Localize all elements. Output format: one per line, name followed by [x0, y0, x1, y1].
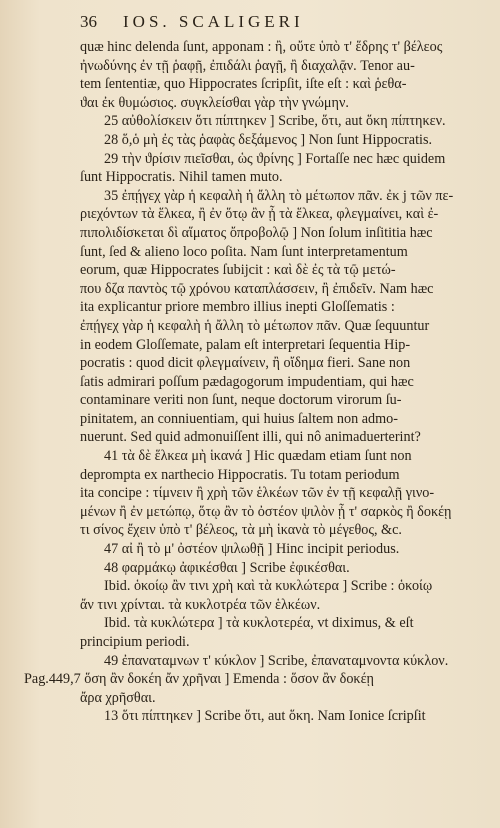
text-line: ἐπῄγεχ γὰρ ἡ κεφαλὴ ἡ ἄλλη τὸ μέτωπον πᾶν. Quæ ſequuntur [80, 317, 430, 334]
text-line: ita concipe : τίμνειν ἢ χρὴ τῶν ἑλκέων τῶν ἐν τῇ κεφαλῇ γινο- [80, 485, 435, 502]
text-line: ϑαι ἐκ θυμώσιος. συγκλείσθαι γὰρ τὴν γνώμην. [80, 94, 349, 111]
text-line: ſunt Hippocratis. Nihil tamen muto. [80, 169, 283, 186]
text-line: ἠνωδύνης ἐν τῇ ῥαφῇ, ἐπιδάλι ῥαγῇ, ἢ διαχαλᾷν. Tenor au- [80, 57, 415, 74]
text-line: 47 αἰ ἢ τὸ μ' ὀστέον ψιλωθῇ ] Hinc incipit periodus. [104, 541, 400, 558]
text-line: pocratis : quod dicit φλεγμαίνειν, ἢ οἴδημα fieri. Sane non [80, 355, 411, 372]
text-line: quæ hinc delenda ſunt, apponam : ἢ, οὔτε ὑπὸ τ' ἕδρης τ' βέλεος [80, 39, 443, 55]
text-line: που δζα παντὸς τῷ χρόνου καταπλάσσειν, ἢ ἐπιδεῖν. Nam hæc [80, 280, 434, 297]
text-line: Ibid. ὁκοίῳ ἂν τινι χρὴ καὶ τὰ κυκλώτερα ] Scribe : ὁκοίῳ [104, 578, 433, 595]
text-line: deprompta ex narthecio Hippocratis. Tu totam periodum [80, 466, 400, 483]
text-line: contaminare veriti non ſunt, neque doctorum virorum ſu- [80, 392, 402, 409]
text-line: 49 ἐπαναταμνων τ' κύκλον ] Scribe, ἐπαναταμνοντα κύκλον. [104, 652, 449, 669]
text-line: ita explicantur priore membro illius inepti Gloſſematis : [80, 299, 395, 316]
text-line: ριεχόντων τὰ ἕλκεα, ἢ ἐν ὅτῳ ἂν ᾖ τὰ ἕλκεα, φλεγμαίνει, καὶ ἐ- [80, 206, 439, 223]
text-line: τι σίνος ἔχειν ὑπὸ τ' βέλεος, τὰ μὴ ἱκανὰ τὸ μέγεθος, &c. [80, 522, 402, 539]
text-line: ἄν τινι χρίνται. τὰ κυκλοτρέα τῶν ἑλκέων. [80, 596, 321, 613]
text-line: tem ſententiæ, quo Hippocrates ſcripſit, iſte eſt : καὶ ῥεθα- [80, 76, 407, 93]
text-line: 48 φαρμάκῳ ἀφικέσθαι ] Scribe ἐφικέσθαι. [104, 559, 350, 576]
text-line: ἄρα χρῆσθαι. [80, 689, 156, 706]
text-line: eorum, quæ Hippocrates ſubijcit : καὶ δὲ ἐς τὰ τῷ μετώ- [80, 262, 396, 279]
text-line: 28 ὅ,ὁ μὴ ἐς τὰς ῥαφὰς δεξάμενος ] Non ſunt Hippocratis. [104, 131, 433, 148]
text-line: Pag.449,7 ὅση ἂν δοκέη ἄν χρῆναι ] Emenda : ὅσον ἂν δοκέῃ [24, 671, 374, 688]
text-line: 29 τὴν ϑρίσιν πιεῖσθαι, ὡς ϑρίνης ] Fortaſſe nec hæc quidem [104, 150, 446, 167]
text-line: μένων ἢ ἐν μετώπῳ, ὅτῳ ἂν τὸ ὀστέον ψιλὸν ᾖ τ' σαρκὸς ἢ δοκέῃ [80, 503, 452, 520]
text-line: 35 ἐπῄγεχ γὰρ ἡ κεφαλὴ ἡ ἄλλη τὸ μέτωπον πᾶν. ἐκ ϳ τῶν πε- [104, 187, 454, 204]
text-line: pinitatem, an conniuentiam, qui huius ſaltem non admo- [80, 410, 398, 427]
running-head: IOS. SCALIGERI [123, 12, 304, 31]
page-number: 36 [80, 12, 97, 31]
text-line: Ibid. τὰ κυκλώτερα ] τὰ κυκλοτερέα, vt diximus, & eſt [104, 615, 414, 632]
text-line: 13 ὅτι πίπτηκεν ] Scribe ὅτι, aut ὅκη. Nam Ionice ſcripſit [104, 708, 426, 725]
text-line: in eodem Gloſſemate, palam eſt interpretari ſequentia Hip- [80, 336, 411, 353]
text-line: ſatis admirari poſſum pædagogorum impudentiam, qui hæc [80, 373, 414, 390]
commentary-text [24, 38, 478, 726]
text-line: nuerunt. Sed quid admonuiſſent illi, qui nô animaduerterint? [80, 429, 421, 446]
text-line: ſunt, ſed & alieno loco poſita. Nam ſunt interpretamentum [80, 243, 408, 260]
text-line: 41 τὰ δὲ ἕλκεα μὴ ἱκανά ] Hic quædam etiam ſunt non [104, 448, 412, 465]
page-header [80, 12, 478, 38]
text-line: principium periodi. [80, 634, 190, 650]
text-line: 25 αὐθολίσκειν ὅτι πίπτηκεν ] Scribe, ὅτι, aut ὅκη πίπτηκεν. [104, 113, 446, 130]
text-line: πιπολιδίσκεται δὶ αἵματος ὄπροβολῷ ] Non ſolum inſititia hæc [80, 224, 433, 241]
